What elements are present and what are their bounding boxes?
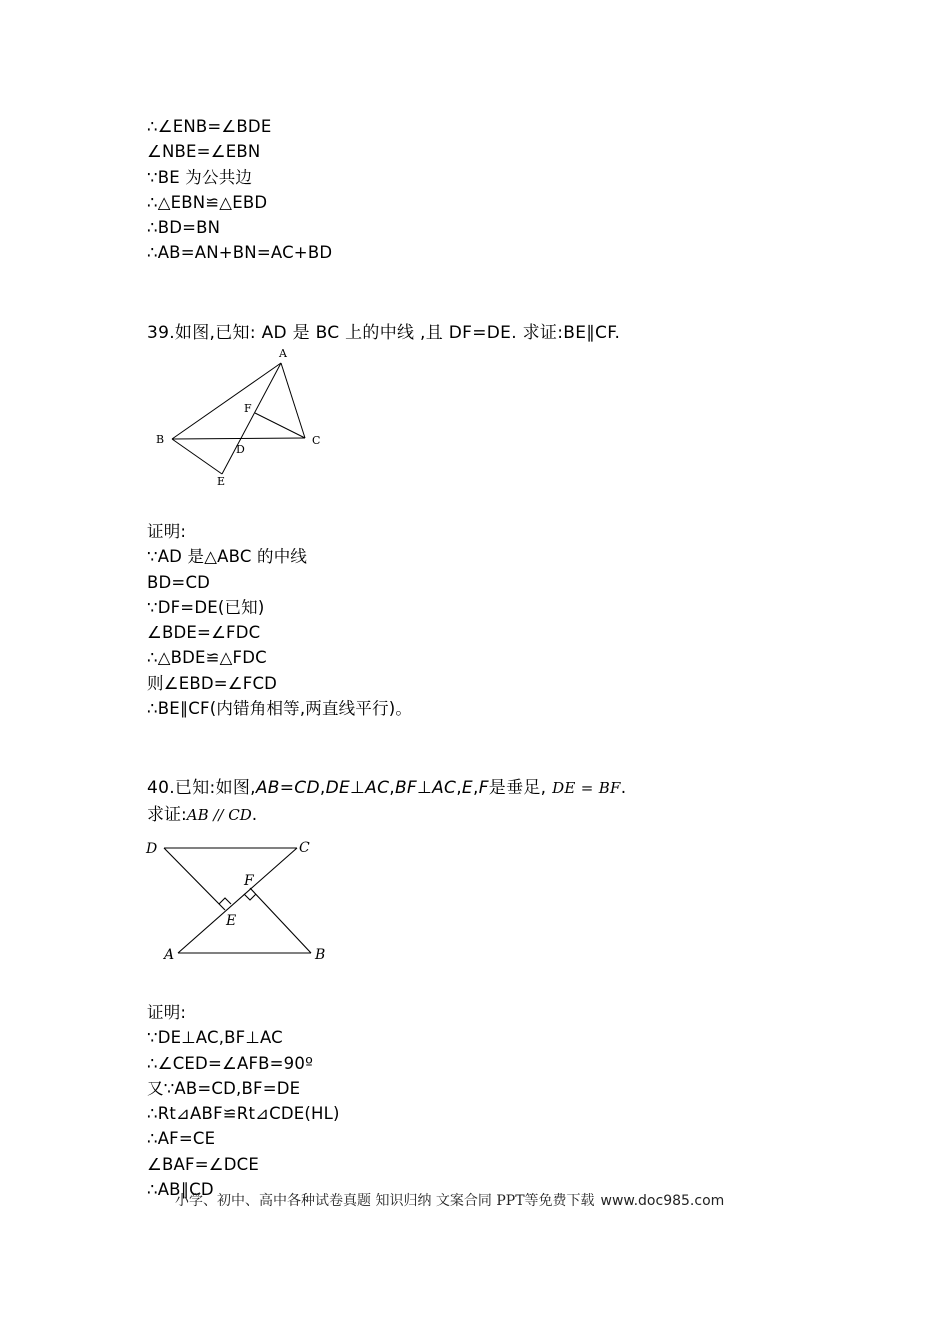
title-ab-cd: AB=CD — [255, 778, 320, 798]
proof-line: ∠BDE=∠FDC — [147, 623, 261, 643]
segment-bc — [172, 438, 305, 439]
label-b: B — [156, 433, 165, 446]
right-angle-f — [244, 894, 256, 900]
goal-prefix: 求证: — [147, 805, 187, 825]
proof-line: ∵AD 是△ABC 的中线 — [147, 547, 308, 567]
problem-39-title: 39.如图,已知: AD 是 BC 上的中线 ,且 DF=DE. 求证:BE∥CF. — [147, 323, 621, 343]
proof-block-38-end — [147, 114, 332, 266]
problem-40-figure — [140, 832, 340, 967]
segment-ae — [222, 363, 281, 474]
proof-line: ∵BE 为公共边 — [147, 167, 253, 187]
label-f: F — [244, 402, 252, 415]
proof-line: ∴AB∥CD — [147, 1180, 214, 1200]
problem-40-title — [147, 773, 626, 798]
title-sep: , — [389, 778, 395, 798]
proof-block-39 — [147, 519, 412, 721]
title-bf-ac: BF⊥AC — [394, 778, 457, 798]
proof-line: ∴△EBN≌△EBD — [147, 192, 268, 212]
segment-bf — [250, 888, 311, 953]
title-f: F — [478, 778, 489, 798]
label-a: A — [164, 947, 175, 963]
label-b: B — [315, 947, 326, 963]
label-d: D — [146, 841, 158, 857]
footer-text: 小学、初中、高中各种试卷真题 知识归纳 文案合同 PPT等免费下载 — [175, 1193, 595, 1209]
title-end: . — [620, 778, 627, 798]
proof-line: 则∠EBD=∠FCD — [147, 673, 278, 693]
segment-ab — [172, 363, 281, 439]
label-d: D — [236, 443, 245, 456]
title-e: E — [461, 778, 473, 798]
proof-line: ∴AF=CE — [147, 1129, 216, 1149]
title-mid: 是垂足, — [488, 778, 547, 798]
proof-line: ∴BE∥CF(内错角相等,两直线平行)。 — [147, 699, 413, 719]
proof-line: ∠NBE=∠EBN — [147, 142, 261, 162]
title-sep: , — [319, 778, 326, 798]
proof-line: 证明: — [147, 522, 187, 541]
title-prefix: 40.已知:如图, — [147, 778, 256, 798]
segment-ac — [178, 848, 297, 953]
title-de-bf: DE = BF — [552, 779, 621, 797]
proof-line: ∴∠CED=∠AFB=90º — [147, 1053, 314, 1073]
right-angle-e — [219, 898, 231, 904]
segment-ac — [281, 363, 305, 438]
problem-39-figure — [150, 343, 335, 488]
label-a: A — [279, 347, 287, 360]
proof-line: 又∵AB=CD,BF=DE — [147, 1078, 301, 1098]
problem-40-goal — [147, 800, 257, 825]
title-sep: , — [456, 778, 462, 798]
proof-line: ∠BAF=∠DCE — [147, 1154, 259, 1174]
segment-be — [172, 439, 222, 474]
goal-expr: AB // CD — [186, 806, 252, 824]
proof-line: ∴∠ENB=∠BDE — [147, 117, 272, 136]
proof-line: ∵DF=DE(已知) — [147, 597, 265, 617]
label-c: C — [299, 840, 310, 856]
label-f: F — [244, 873, 254, 889]
label-e: E — [217, 475, 226, 488]
label-e: E — [226, 913, 237, 929]
proof-line: 证明: — [147, 1003, 187, 1022]
proof-block-40 — [147, 1000, 340, 1202]
proof-line: ∴△BDE≌△FDC — [147, 648, 267, 668]
page-footer — [175, 1190, 724, 1210]
segment-de — [164, 848, 225, 910]
proof-line: BD=CD — [147, 572, 211, 592]
proof-line: ∴BD=BN — [147, 218, 221, 238]
proof-line: ∴Rt⊿ABF≌Rt⊿CDE(HL) — [147, 1104, 340, 1124]
title-de-ac: DE⊥AC — [325, 778, 390, 798]
goal-end: . — [251, 805, 258, 825]
label-c: C — [312, 434, 321, 447]
title-sep: , — [472, 778, 479, 798]
proof-line: ∵DE⊥AC,BF⊥AC — [147, 1028, 283, 1048]
footer-url[interactable]: www.doc985.com — [600, 1193, 725, 1209]
segment-cf — [255, 413, 305, 438]
proof-line: ∴AB=AN+BN=AC+BD — [147, 243, 333, 263]
